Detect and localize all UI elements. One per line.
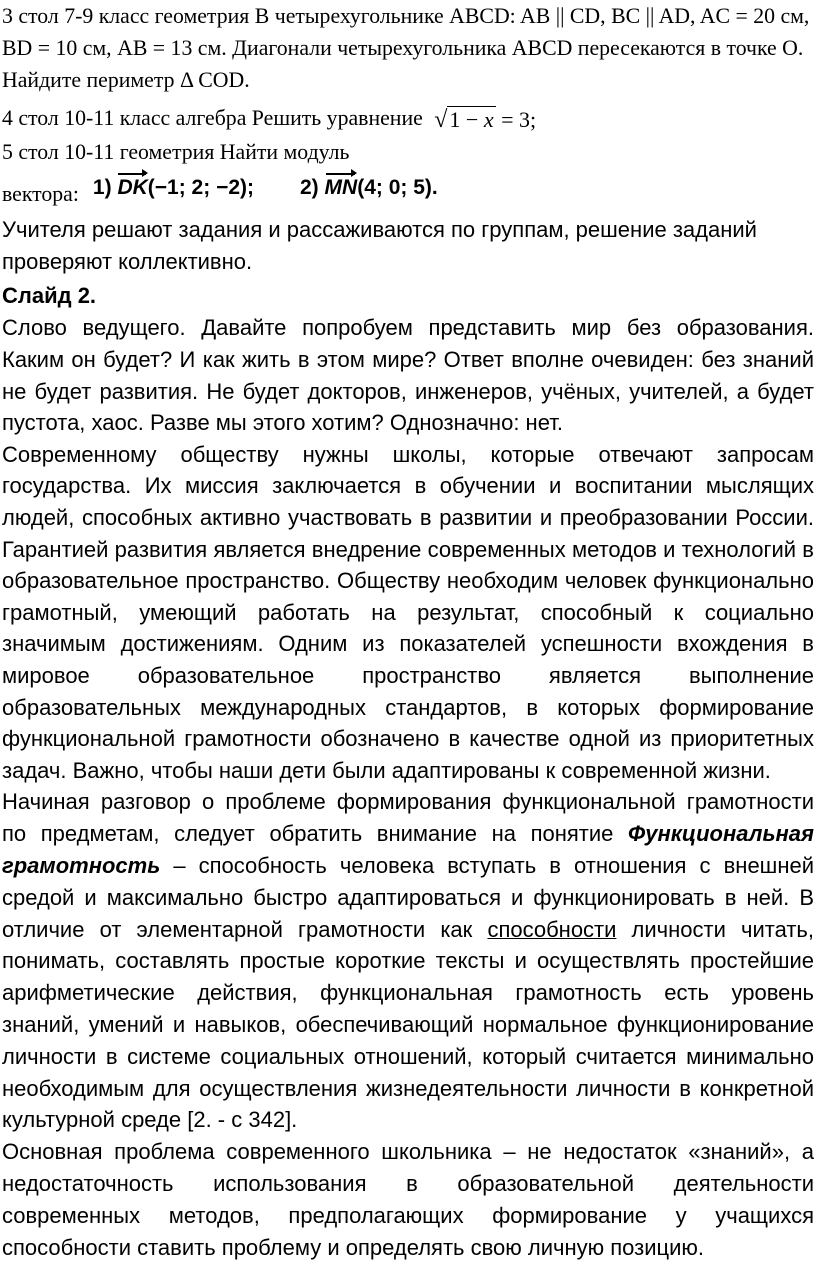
task-table-4 — [2, 102, 814, 136]
task-table-3 — [2, 0, 814, 96]
radicand-variable: x — [483, 106, 494, 132]
vector-2-coords: (4; 0; 5). — [357, 176, 438, 200]
vector-1-name: DK — [117, 172, 147, 204]
task-table-4-text: 4 стол 10-11 класс алгебра Решить уравнение — [2, 106, 423, 130]
teachers-note-text: Учителя решают задания и рассаживаются по группам, решение заданий проверяют коллективно. — [2, 217, 757, 275]
radicand-number: 1 − — [449, 106, 479, 132]
paragraph-1-text: Давайте попробуем представить мир без образования. Каким он будет? И как жить в этом мире? Ответ вполне очевиден: без знаний не будет развития. Не будет докторов, инженеров, учёных, учителей, а будет пустота, хаос. Разве мы этого хотим? Однозначно: нет. — [2, 315, 814, 436]
paragraph-2 — [2, 439, 814, 787]
paragraph-3-text-b: – способность человека вступать в отношения с внешней средой и максимально быстро адаптироваться и функционировать в ней. В отличие от элементарной грамотности как — [2, 852, 814, 942]
paragraph-4 — [2, 1136, 814, 1263]
vector-label: вектора: — [2, 182, 79, 207]
vector-line — [2, 168, 814, 208]
paragraph-4-text: Основная проблема современного школьника – не недостаток «знаний», а недостаточность использования в образовательной деятельности современных методов, предполагающих формирование у учащихся способности ставить проблему и определять свою личную позицию. — [2, 1139, 814, 1260]
vector-2-number: 2) — [300, 176, 319, 200]
task-table-5-text: 5 стол 10-11 геометрия Найти модуль — [2, 140, 350, 165]
paragraph-2-text: Современному обществу нужны школы, которые отвечают запросам государства. Их миссия заключается в обучении и воспитании мыслящих людей, способных активно участвовать в развитии и преобразовании России. Гарантией развития является внедрение современных методов и технологий в образовательное пространство. Обществу необходим человек функционально грамотный, умеющий работать на результат, способный к социально значимым достижениям. Одним из показателей успешности вхождения в мировое образовательное пространство является выполнение образовательных международных стандартов, в которых формирование функциональной грамотности обозначено в качестве одной из приоритетных задач. Важно, чтобы наши дети были адаптированы к современной жизни. — [2, 441, 814, 783]
term-functional-literacy: Функциональная грамотность — [2, 821, 814, 878]
vector-2-name: MN — [325, 172, 358, 204]
vector-1-number: 1) — [92, 176, 112, 200]
sqrt-icon: √ — [434, 106, 448, 133]
teachers-note — [2, 214, 814, 278]
task-table-3-text: 3 стол 7-9 класс геометрия В четырехугольнике ABCD: AB || CD, BC || AD, AC = 20 см, BD = 10 см, AB = 13 см. Диагонали четырехугольника ABCD пересекаются в точке O. Найдите периметр Δ COD. — [2, 4, 810, 92]
equation-tail: ; — [530, 106, 537, 132]
paragraph-3 — [2, 786, 814, 1136]
task-table-5 — [2, 136, 814, 168]
vector-1-coords: (−1; 2; −2); — [147, 176, 254, 200]
vector-item-1 — [93, 172, 254, 204]
vector-item-2 — [300, 172, 438, 204]
paragraph-3-text-a: Начиная разговор о проблеме формирования функциональной грамотности по предметам, следует обратить внимание на понятие — [2, 789, 814, 847]
paragraph-1 — [2, 312, 814, 438]
equation-formula — [434, 104, 536, 136]
equation-rhs: = 3 — [501, 106, 531, 132]
host-intro: Слово ведущего. — [2, 315, 186, 341]
radicand — [447, 106, 495, 132]
link-ability[interactable]: способности — [487, 916, 617, 942]
paragraph-3-text-c: личности читать, понимать, составлять простые короткие тексты и осуществлять простейшие арифметические действия, функциональная грамотность есть уровень знаний, умений и навыков, обеспечивающий нормальное функционирование личности в системе социальных отношений, который считается минимально необходимым для осуществления жизнедеятельности личности в конкретной культурной среде [2. - с 342]. — [2, 916, 815, 1133]
slide-title — [2, 280, 814, 312]
slide-title-text: Слайд 2. — [2, 283, 97, 309]
